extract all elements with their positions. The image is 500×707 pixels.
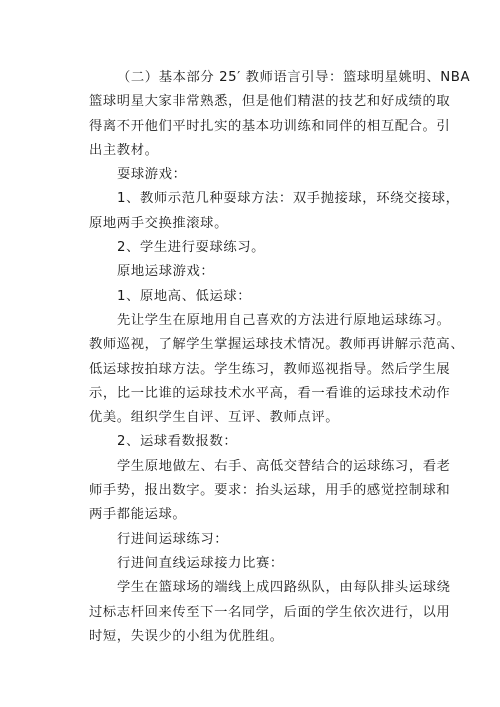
text-line: 篮球明星大家非常熟悉，但是他们精湛的技艺和好成绩的取 [89, 94, 451, 110]
para-relay-body [89, 576, 451, 649]
para-count-dribble [89, 430, 444, 454]
text-line: 教师巡视，了解学生掌握运球技术情况。教师再讲解示范高、 [89, 337, 465, 353]
text-line: 过标志杆回来传至下一名同学，后面的学生依次进行，以用 [89, 604, 451, 620]
para-basic-part [89, 66, 471, 163]
text-line: 出主教材。 [89, 142, 159, 158]
para-ball-game-heading [89, 163, 444, 187]
para-dribble-game-heading [89, 260, 444, 284]
para-count-body [89, 455, 451, 528]
text-line: 1、教师示范几种耍球方法：双手抛接球，环绕交接球， [117, 191, 460, 207]
text-line: 原地运球游戏： [117, 264, 215, 280]
para-student-practice [89, 236, 444, 260]
text-line: 两手都能运球。 [89, 507, 187, 523]
text-line: 学生原地做左、右手、高低交替结合的运球练习，看老 [117, 458, 451, 474]
text-line: 低运球按拍球方法。学生练习，教师巡视指导。然后学生展 [89, 361, 451, 377]
text-line: 示，比一比谁的运球技术水平高，看一看谁的运球技术动作 [89, 385, 451, 401]
text-line: 2、学生进行耍球练习。 [117, 240, 266, 256]
para-relay-heading [89, 552, 444, 576]
text-line: 时短，失误少的小组为优胜组。 [89, 628, 284, 644]
text-line: 1、原地高、低运球： [117, 288, 252, 304]
document-body [89, 66, 471, 649]
para-teacher-demo [89, 187, 460, 236]
text-line: （二）基本部分 25′ 教师语言引导：篮球明星姚明、NBA [117, 70, 471, 85]
para-high-low-body [89, 309, 465, 430]
text-line: 原地两手交换推滚球。 [89, 215, 228, 231]
text-line: 行进间直线运球接力比赛： [117, 555, 284, 571]
para-moving-dribble-heading [89, 528, 444, 552]
text-line: 2、运球看数报数： [117, 434, 238, 450]
text-line: 先让学生在原地用自己喜欢的方法进行原地运球练习。 [117, 312, 451, 328]
text-line: 学生在篮球场的端线上成四路纵队，由每队排头运球绕 [117, 580, 451, 596]
text-line: 得离不开他们平时扎实的基本功训练和同伴的相互配合。引 [89, 118, 451, 134]
text-line: 行进间运球练习： [117, 531, 229, 547]
para-high-low-dribble [89, 285, 444, 309]
text-line: 优美。组织学生自评、互评、教师点评。 [89, 410, 340, 426]
text-line: 耍球游戏： [117, 167, 187, 183]
text-line: 师手势，报出数字。要求：抬头运球，用手的感觉控制球和 [89, 483, 451, 499]
